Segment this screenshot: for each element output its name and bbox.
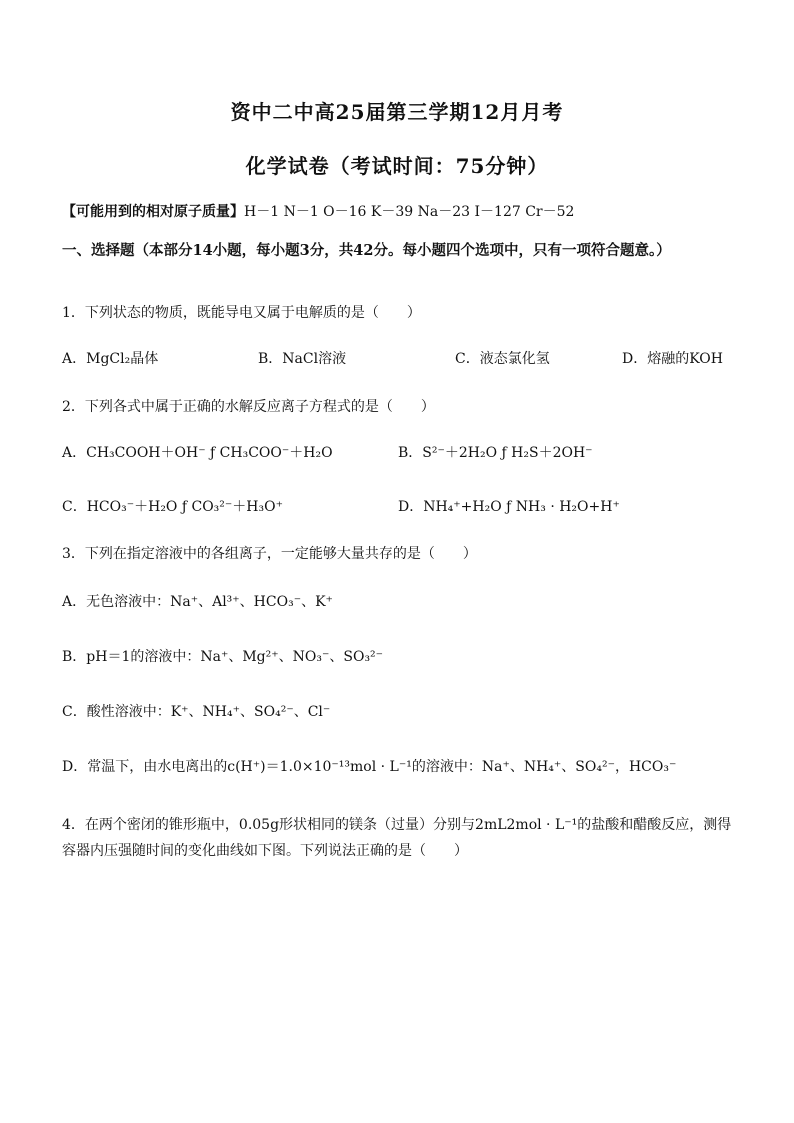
question-2-option-c: C．HCO₃⁻＋H₂O ƒ CO₃²⁻＋H₃O⁺ — [62, 499, 283, 515]
question-4-stem: 4．在两个密闭的锥形瓶中，0.05g形状相同的镁条（过量）分别与2mL2mol · L⁻¹的盐酸和醋酸反应，测得容器内压强随时间的变化曲线如下图。下列说法正确的是（ ） — [62, 817, 732, 859]
question-1-option-c: C．液态氯化氢 — [455, 351, 550, 367]
exam-title: 资中二中高25届第三学期12月月考 — [230, 100, 564, 124]
question-1-option-b: B．NaCl溶液 — [258, 351, 347, 367]
question-1-option-a: A．MgCl₂晶体 — [62, 351, 159, 367]
atomic-mass-line — [62, 201, 574, 221]
question-3-option-c: C．酸性溶液中：K⁺、NH₄⁺、SO₄²⁻、Cl⁻ — [62, 704, 331, 720]
question-3-option-a: A．无色溶液中：Na⁺、Al³⁺、HCO₃⁻、K⁺ — [62, 594, 333, 610]
question-2-option-a: A．CH₃COOH＋OH⁻ ƒ CH₃COO⁻＋H₂O — [62, 445, 333, 461]
question-1-stem: 1．下列状态的物质，既能导电又属于电解质的是（ ） — [62, 305, 421, 321]
atomic-mass-values: H－1 N－1 O－16 K－39 Na－23 I－127 Cr－52 — [244, 204, 575, 220]
question-1-option-d: D．熔融的KOH — [622, 351, 723, 367]
atomic-mass-label: 【可能用到的相对原子质量】 — [62, 204, 244, 220]
exam-subtitle: 化学试卷（考试时间：75分钟） — [245, 154, 549, 178]
question-2-stem: 2．下列各式中属于正确的水解反应离子方程式的是（ ） — [62, 399, 435, 415]
question-3-option-b: B．pH＝1的溶液中：Na⁺、Mg²⁺、NO₃⁻、SO₃²⁻ — [62, 649, 384, 665]
question-2-option-b: B．S²⁻＋2H₂O ƒ H₂S＋2OH⁻ — [398, 445, 593, 461]
question-3-option-d: D．常温下，由水电离出的c(H⁺)＝1.0×10⁻¹³mol · L⁻¹的溶液中：Na⁺、NH₄⁺、SO₄²⁻，HCO₃⁻ — [62, 759, 677, 775]
question-2-option-d: D．NH₄⁺+H₂O ƒ NH₃ · H₂O+H⁺ — [398, 499, 620, 515]
section-heading: 一、选择题（本部分14小题，每小题3分，共42分。每小题四个选项中，只有一项符合题意。） — [62, 242, 671, 259]
question-3-stem: 3．下列在指定溶液中的各组离子，一定能够大量共存的是（ ） — [62, 546, 477, 562]
